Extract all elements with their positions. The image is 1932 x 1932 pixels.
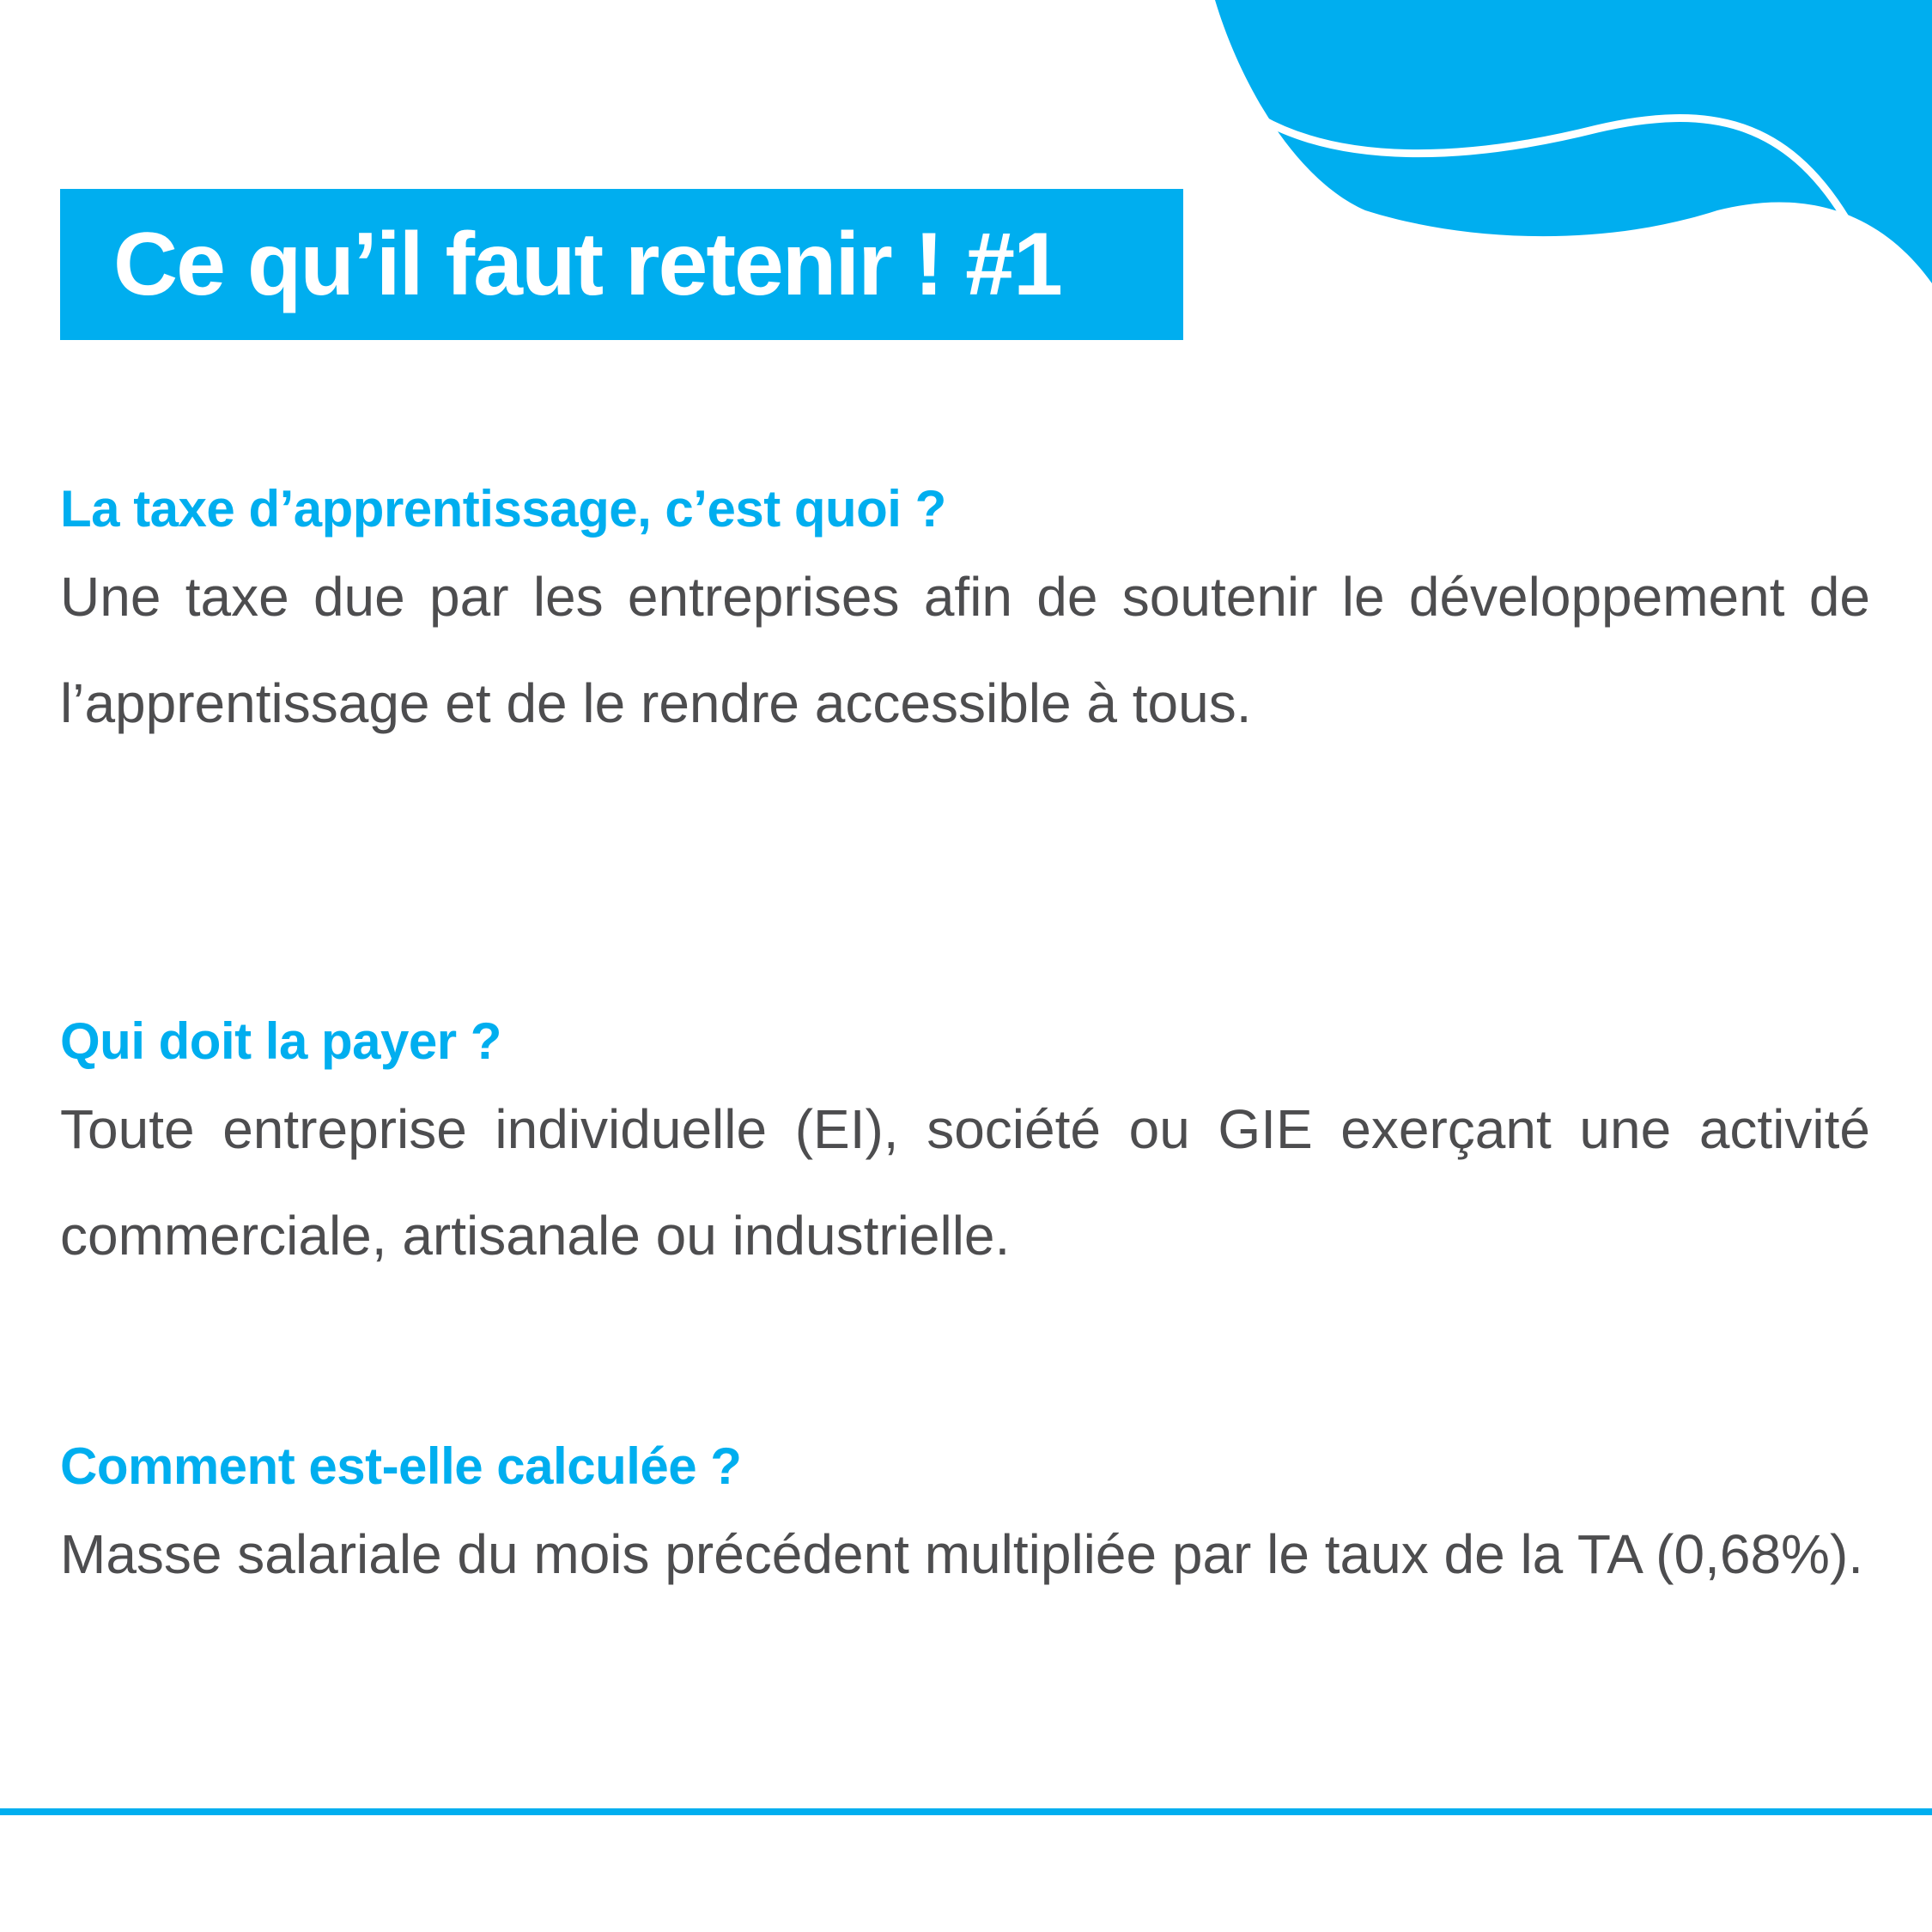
section-how-calculated [60, 1432, 1870, 1607]
wave-highlight-line [1261, 118, 1846, 219]
section-body: Une taxe due par les entreprises afin de soutenir le développement de l’apprentissage et de le rendre accessible à tous. [60, 566, 1870, 734]
title-banner [60, 189, 1183, 340]
bottom-divider [0, 1808, 1932, 1815]
wave-shape [1215, 0, 1932, 283]
section-heading: Qui doit la payer ? [60, 1012, 501, 1070]
section-heading: La taxe d’apprentissage, c’est quoi ? [60, 480, 946, 538]
section-heading: Comment est-elle calculée ? [60, 1437, 742, 1495]
section-who-pays [60, 1007, 1870, 1289]
section-what-is-it [60, 475, 1870, 756]
section-body: Masse salariale du mois précédent multipliée par le taux de la TA (0,68%). [60, 1523, 1864, 1585]
section-body: Toute entreprise individuelle (EI), société ou GIE exerçant une activité commerciale, artisanale ou industrielle. [60, 1098, 1870, 1267]
page-title: Ce qu’il faut retenir ! #1 [113, 215, 1061, 314]
